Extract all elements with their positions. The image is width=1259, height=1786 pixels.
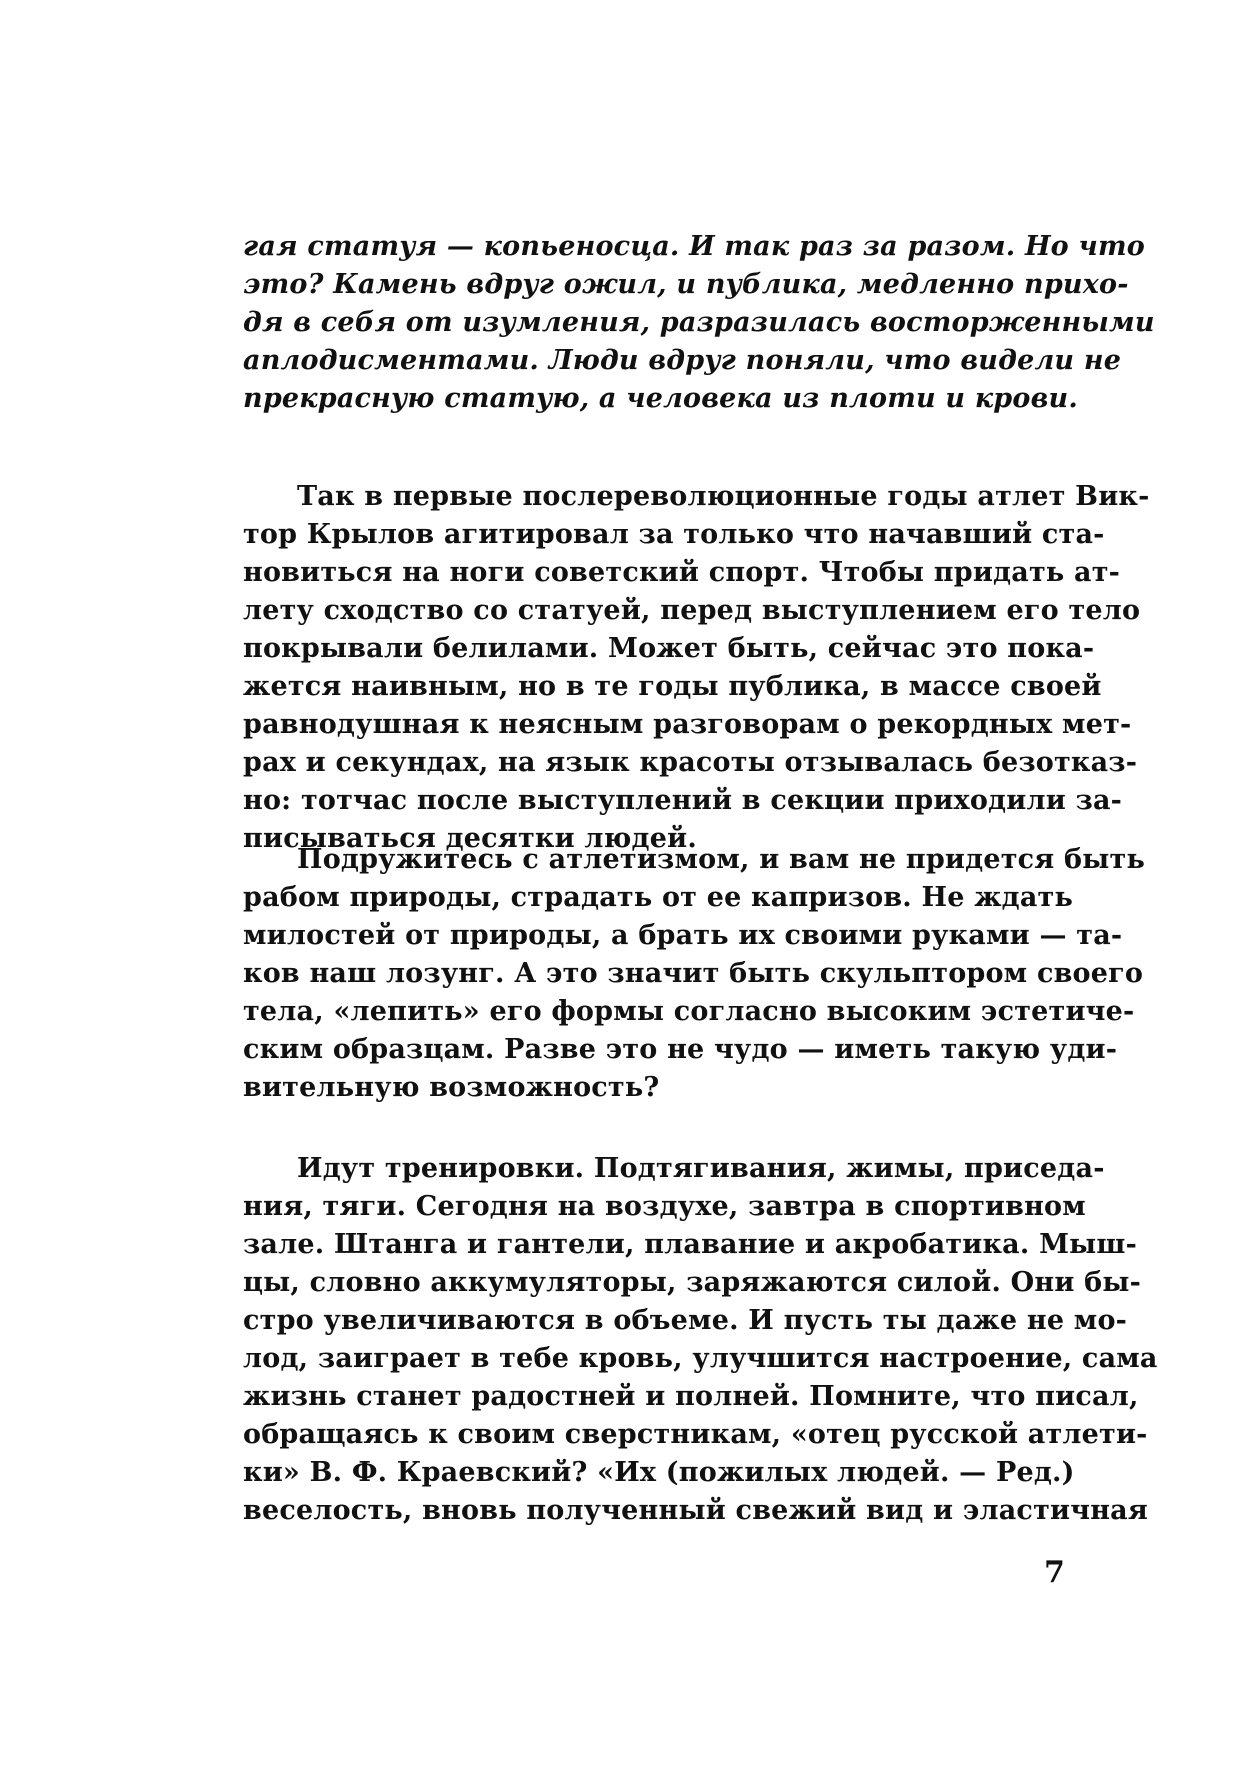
- text-line: равнодушная к неясным разговорам о рекордных мет-: [243, 709, 1132, 740]
- text-line: новиться на ноги советский спорт. Чтобы придать ат-: [243, 557, 1121, 588]
- text-line: лету сходство со статуей, перед выступлением его тело: [243, 595, 1141, 626]
- text-line: зале. Штанга и гантели, плавание и акробатика. Мыш-: [243, 1229, 1138, 1260]
- text-line: цы, словно аккумуляторы, заряжаются силой. Они бы-: [243, 1267, 1142, 1298]
- text-line: покрывали белилами. Может быть, сейчас это пока-: [243, 633, 1095, 664]
- text-line: ния, тяги. Сегодня на воздухе, завтра в спортивном: [243, 1191, 1086, 1222]
- text-line: лод, заиграет в тебе кровь, улучшится настроение, сама: [243, 1343, 1158, 1374]
- text-line: жется наивным, но в те годы публика, в массе своей: [243, 671, 1102, 702]
- text-line: жизнь станет радостней и полней. Помните, что писал,: [243, 1381, 1139, 1412]
- text-line: рах и секундах, на язык красоты отзывалась безотказ-: [243, 747, 1138, 778]
- text-line: стро увеличиваются в объеме. И пусть ты даже не мо-: [243, 1305, 1128, 1336]
- intro-italic-paragraph: [243, 228, 1155, 418]
- text-line: тела, «лепить» его формы согласно высоким эстетиче-: [243, 996, 1135, 1027]
- text-line: гая статуя — копьеносца. И так раз за разом. Но что: [243, 231, 1145, 262]
- paragraph-2: [243, 841, 1145, 1107]
- text-line: Идут тренировки. Подтягивания, жимы, приседа-: [297, 1153, 1105, 1184]
- text-line: милостей от природы, а брать их своими руками — та-: [243, 920, 1123, 951]
- text-line: аплодисментами. Люди вдруг поняли, что видели не: [243, 345, 1122, 376]
- text-line: ков наш лозунг. А это значит быть скульптором своего: [243, 958, 1144, 989]
- text-line: вительную возможность?: [243, 1072, 660, 1103]
- text-line: обращаясь к своим сверстникам, «отец русской атлети-: [243, 1419, 1148, 1450]
- text-line: писываться десятки людей.: [243, 823, 697, 854]
- text-line: прекрасную статую, а человека из плоти и крови.: [243, 383, 1078, 414]
- text-line: Так в первые послереволюционные годы атлет Вик-: [297, 481, 1150, 512]
- text-line: ки» В. Ф. Краевский? «Их (пожилых людей. — Ред.): [243, 1457, 1075, 1488]
- text-line: рабом природы, страдать от ее капризов. Не ждать: [243, 882, 1074, 913]
- text-line: ским образцам. Разве это не чудо — иметь такую уди-: [243, 1034, 1118, 1065]
- text-line: это? Камень вдруг ожил, и публика, медленно прихо-: [243, 269, 1129, 300]
- paragraph-1: [243, 478, 1150, 858]
- page-number: 7: [1044, 1555, 1065, 1590]
- text-line: тор Крылов агитировал за только что начавший ста-: [243, 519, 1105, 550]
- text-line: дя в себя от изумления, разразилась восторженными: [243, 307, 1155, 338]
- paragraph-3: [243, 1150, 1158, 1530]
- text-line: веселость, вновь полученный свежий вид и эластичная: [243, 1495, 1148, 1526]
- text-line: Подружитесь с атлетизмом, и вам не придется быть: [297, 844, 1145, 875]
- text-line: но: тотчас после выступлений в секции приходили за-: [243, 785, 1123, 816]
